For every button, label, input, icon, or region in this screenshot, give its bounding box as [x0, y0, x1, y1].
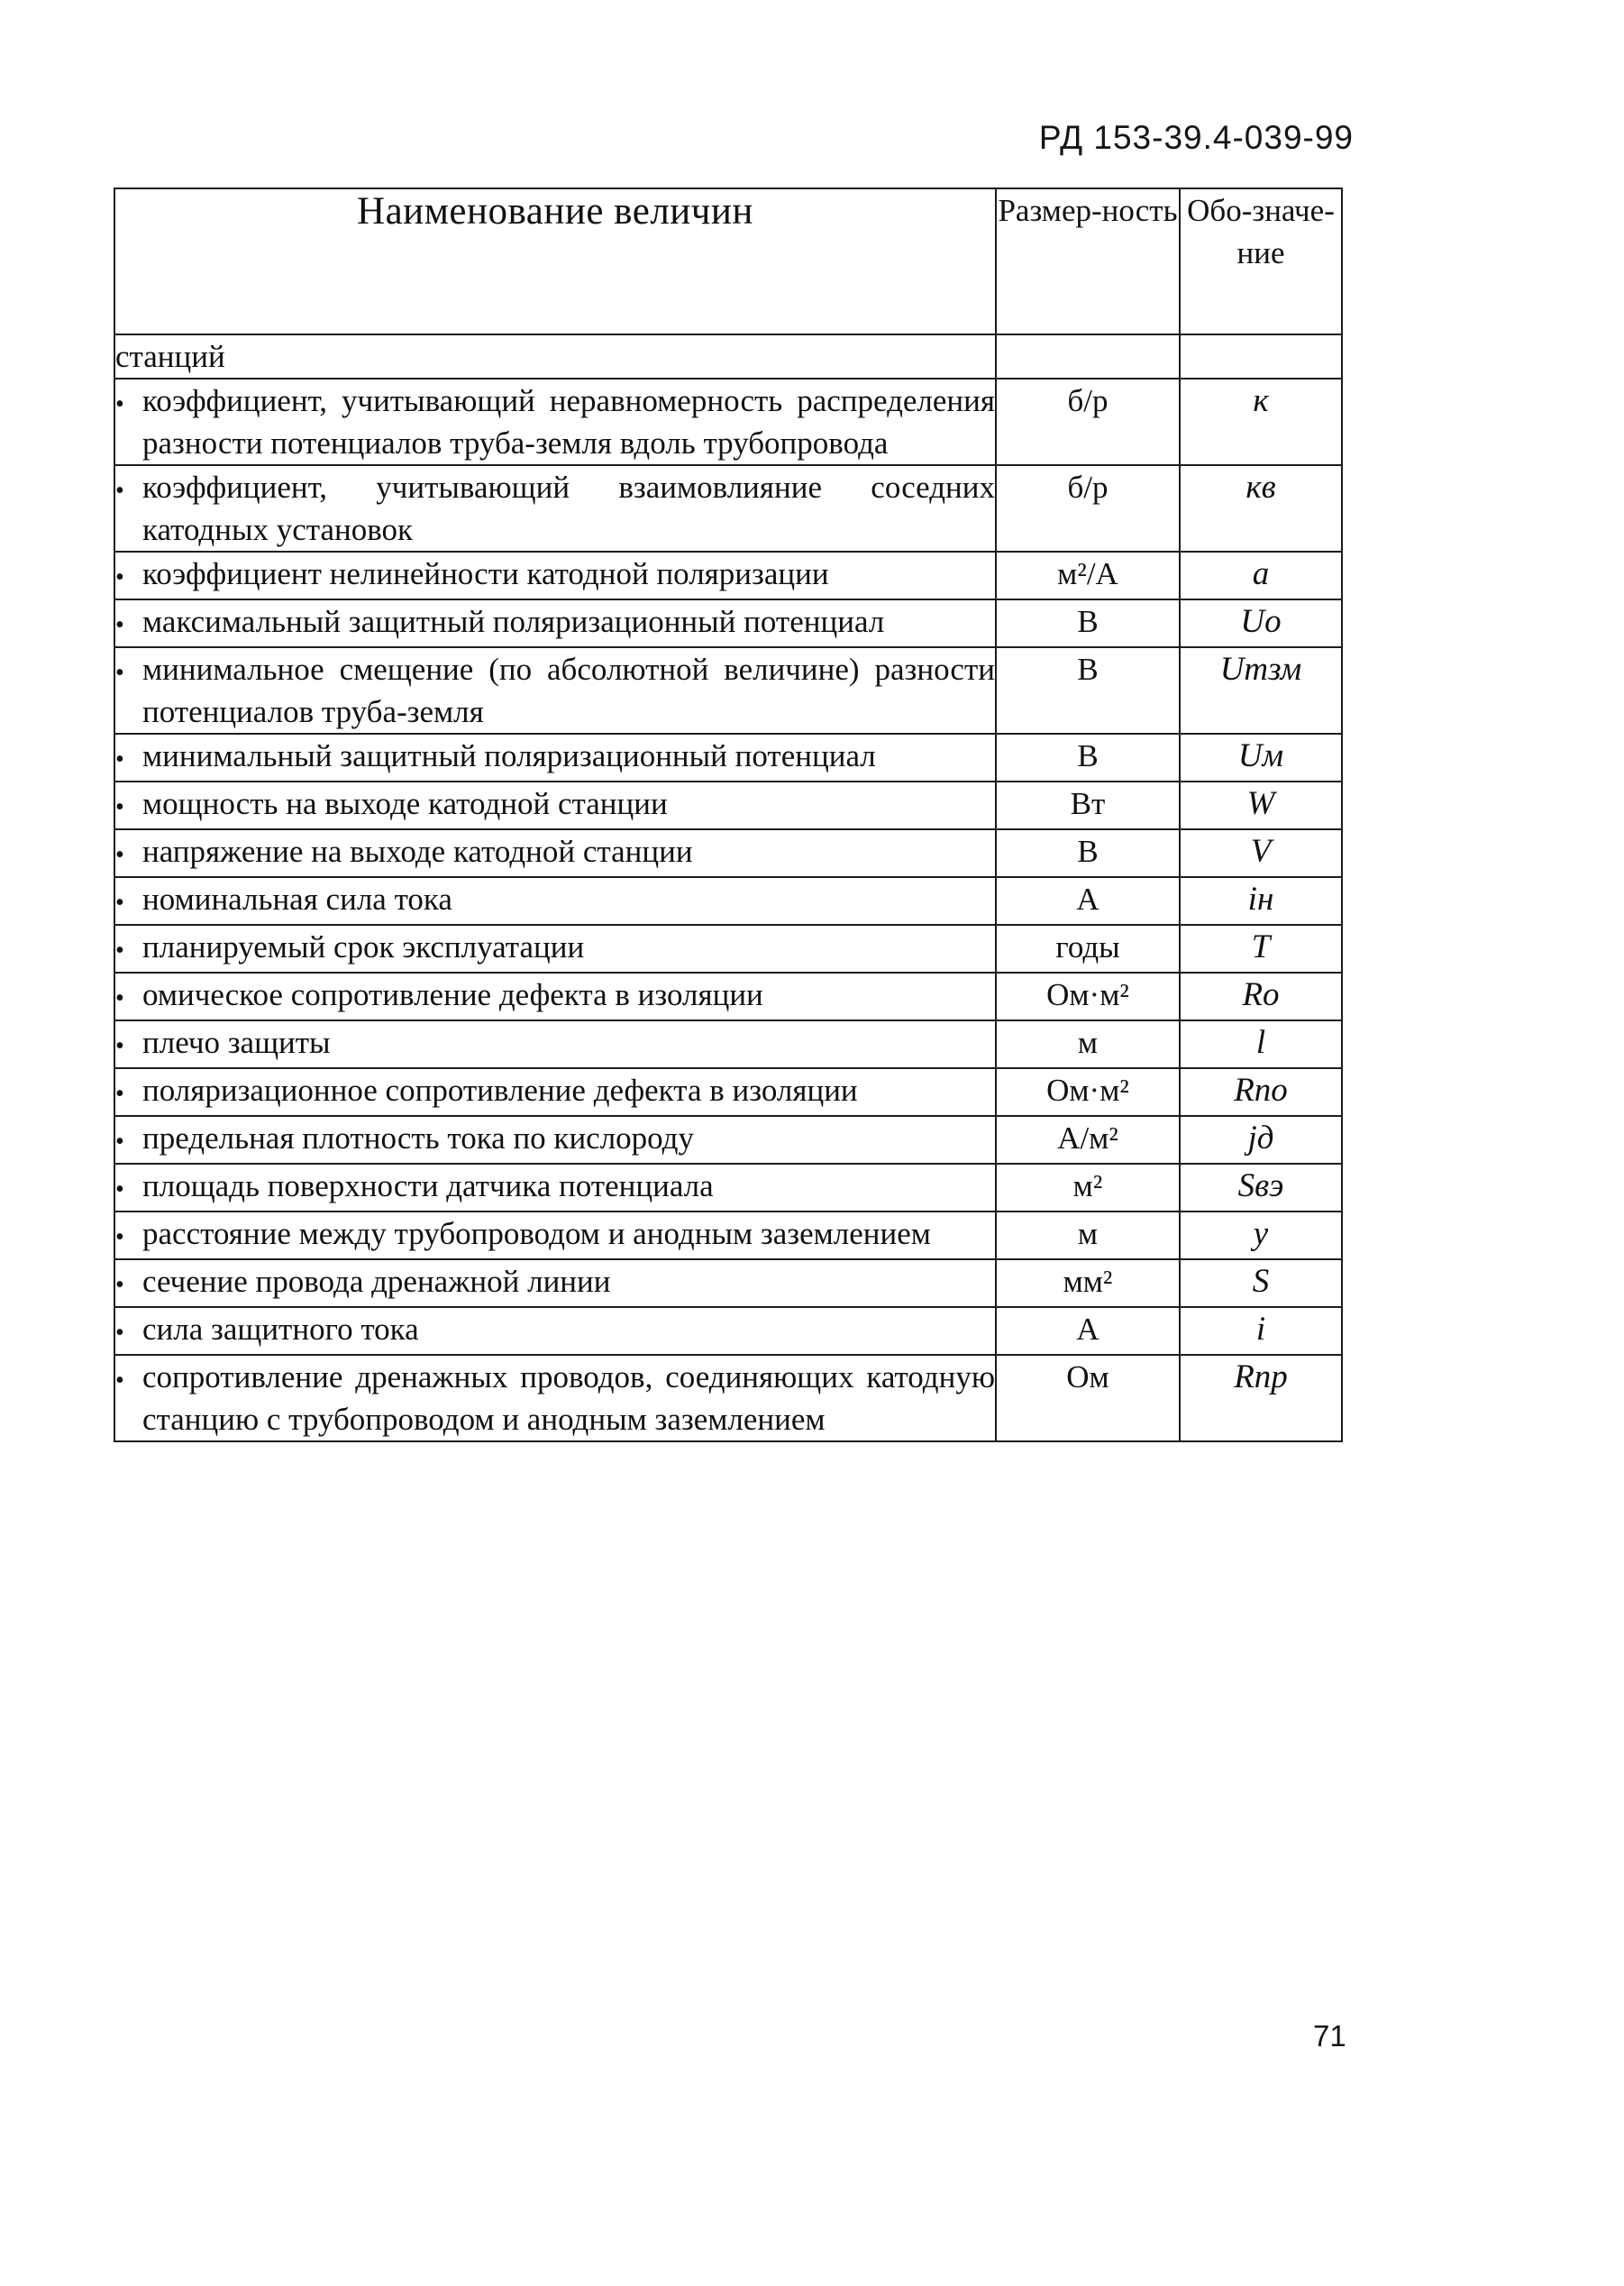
- quantity-unit: б/р: [996, 379, 1180, 465]
- quantity-unit: В: [996, 599, 1180, 647]
- quantity-symbol: Uо: [1180, 599, 1342, 647]
- bullet-icon: •: [115, 611, 124, 639]
- quantity-unit: годы: [996, 925, 1180, 973]
- quantity-symbol: W: [1180, 782, 1342, 829]
- quantity-unit: А: [996, 877, 1180, 925]
- table-row: [114, 1020, 1342, 1068]
- quantity-name-cell: [114, 1355, 996, 1441]
- quantity-symbol: l: [1180, 1020, 1342, 1068]
- quantity-unit: А/м²: [996, 1116, 1180, 1164]
- quantity-unit: Ом: [996, 1355, 1180, 1441]
- quantity-name-cell: [114, 782, 996, 829]
- quantity-symbol: Rо: [1180, 973, 1342, 1020]
- unit-header-text: Размер-ность: [998, 193, 1178, 228]
- column-header-unit: [996, 188, 1180, 334]
- quantity-unit: Вт: [996, 782, 1180, 829]
- bullet-icon: •: [115, 1271, 124, 1299]
- quantity-name: минимальный защитный поляризационный потенциал: [142, 738, 876, 773]
- document-code: РД 153-39.4-039-99: [1038, 119, 1354, 156]
- quantity-name-cell: [114, 734, 996, 782]
- quantity-name: коэффициент нелинейности катодной поляризации: [142, 556, 829, 591]
- column-header-name: Наименование величин: [114, 188, 996, 334]
- quantity-name-cell: [114, 552, 996, 599]
- column-header-symbol: [1180, 188, 1342, 334]
- table-row: [114, 552, 1342, 599]
- continuation-unit: [996, 334, 1180, 379]
- quantity-name-cell: [114, 1020, 996, 1068]
- quantity-name: коэффициент, учитывающий неравномерность распределения разности потенциалов труба-земля вдоль трубопровода: [142, 383, 995, 461]
- quantity-name-cell: [114, 1164, 996, 1212]
- quantity-name: максимальный защитный поляризационный потенциал: [142, 604, 885, 639]
- quantity-name-cell: [114, 877, 996, 925]
- bullet-icon: •: [115, 1128, 124, 1156]
- quantity-name-cell: [114, 647, 996, 734]
- continuation-text: станций: [114, 334, 996, 379]
- page-number: 71: [1313, 2019, 1346, 2053]
- bullet-icon: •: [115, 793, 124, 821]
- quantity-name-cell: [114, 379, 996, 465]
- table-row: [114, 782, 1342, 829]
- quantity-symbol: к: [1180, 379, 1342, 465]
- bullet-icon: •: [115, 477, 124, 505]
- table-row: [114, 1259, 1342, 1307]
- bullet-icon: •: [115, 1223, 124, 1251]
- quantity-name-cell: [114, 829, 996, 877]
- quantity-unit: А: [996, 1307, 1180, 1355]
- quantity-name-cell: [114, 1068, 996, 1116]
- quantity-name-cell: [114, 465, 996, 552]
- bullet-icon: •: [115, 745, 124, 773]
- quantity-symbol: Umзм: [1180, 647, 1342, 734]
- symbol-header-text: Обо-значе-ние: [1187, 193, 1335, 270]
- quantity-name: напряжение на выходе катодной станции: [142, 834, 693, 869]
- table-row: [114, 1212, 1342, 1259]
- bullet-icon: •: [115, 1175, 124, 1203]
- quantity-name-cell: [114, 1259, 996, 1307]
- quantity-name: предельная плотность тока по кислороду: [142, 1120, 694, 1156]
- quantity-name: сопротивление дренажных проводов, соединяющих катодную станцию с трубопроводом и анодным заземлением: [142, 1359, 995, 1437]
- quantity-name-cell: [114, 925, 996, 973]
- bullet-icon: •: [115, 1032, 124, 1060]
- quantity-name: поляризационное сопротивление дефекта в изоляции: [142, 1073, 858, 1108]
- quantity-name: площадь поверхности датчика потенциала: [142, 1168, 714, 1203]
- continuation-symbol: [1180, 334, 1342, 379]
- table-row: [114, 1307, 1342, 1355]
- table-header-row: [114, 188, 1342, 334]
- quantity-name: плечо защиты: [142, 1025, 331, 1060]
- bullet-icon: •: [115, 841, 124, 869]
- quantity-symbol: кв: [1180, 465, 1342, 552]
- quantity-name: коэффициент, учитывающий взаимовлияние соседних катодных установок: [142, 470, 995, 547]
- quantity-name: номинальная сила тока: [142, 882, 452, 917]
- quantity-symbol: V: [1180, 829, 1342, 877]
- quantity-symbol: T: [1180, 925, 1342, 973]
- quantity-symbol: Uм: [1180, 734, 1342, 782]
- quantity-unit: мм²: [996, 1259, 1180, 1307]
- quantity-symbol: Rпо: [1180, 1068, 1342, 1116]
- continuation-row: [114, 334, 1342, 379]
- quantity-unit: Ом·м²: [996, 1068, 1180, 1116]
- quantity-unit: м: [996, 1020, 1180, 1068]
- quantity-name-cell: [114, 1212, 996, 1259]
- quantity-symbol: iн: [1180, 877, 1342, 925]
- table-row: [114, 379, 1342, 465]
- bullet-icon: •: [115, 1367, 124, 1394]
- table-row: [114, 1116, 1342, 1164]
- quantities-table: [114, 187, 1343, 1442]
- quantity-unit: Ом·м²: [996, 973, 1180, 1020]
- quantity-unit: б/р: [996, 465, 1180, 552]
- quantity-name-cell: [114, 1116, 996, 1164]
- table-row: [114, 1068, 1342, 1116]
- table-row: [114, 734, 1342, 782]
- bullet-icon: •: [115, 984, 124, 1012]
- quantity-unit: м: [996, 1212, 1180, 1259]
- table-row: [114, 829, 1342, 877]
- table-row: [114, 647, 1342, 734]
- quantity-name-cell: [114, 1307, 996, 1355]
- quantity-name: мощность на выходе катодной станции: [142, 786, 668, 821]
- quantity-name: омическое сопротивление дефекта в изоляции: [142, 977, 763, 1012]
- quantity-name: сила защитного тока: [142, 1312, 419, 1347]
- quantity-symbol: S: [1180, 1259, 1342, 1307]
- quantity-symbol: Rпр: [1180, 1355, 1342, 1441]
- table-row: [114, 599, 1342, 647]
- quantity-name: сечение провода дренажной линии: [142, 1264, 611, 1299]
- table-row: [114, 1355, 1342, 1441]
- bullet-icon: •: [115, 1319, 124, 1347]
- quantity-name-cell: [114, 973, 996, 1020]
- table-row: [114, 925, 1342, 973]
- quantity-name-cell: [114, 599, 996, 647]
- bullet-icon: •: [115, 889, 124, 917]
- quantity-name: расстояние между трубопроводом и анодным заземлением: [142, 1216, 931, 1251]
- quantity-symbol: y: [1180, 1212, 1342, 1259]
- quantity-symbol: Sвэ: [1180, 1164, 1342, 1212]
- table-row: [114, 1164, 1342, 1212]
- quantity-symbol: jд: [1180, 1116, 1342, 1164]
- bullet-icon: •: [115, 937, 124, 965]
- quantity-symbol: a: [1180, 552, 1342, 599]
- quantity-unit: м²: [996, 1164, 1180, 1212]
- bullet-icon: •: [115, 390, 124, 418]
- quantity-unit: В: [996, 829, 1180, 877]
- table-row: [114, 465, 1342, 552]
- bullet-icon: •: [115, 563, 124, 591]
- bullet-icon: •: [115, 659, 124, 687]
- quantity-name: минимальное смещение (по абсолютной величине) разности потенциалов труба-земля: [142, 652, 995, 729]
- quantity-name: планируемый срок эксплуатации: [142, 929, 585, 965]
- quantity-symbol: i: [1180, 1307, 1342, 1355]
- quantity-unit: В: [996, 734, 1180, 782]
- table-row: [114, 973, 1342, 1020]
- bullet-icon: •: [115, 1080, 124, 1108]
- quantity-unit: В: [996, 647, 1180, 734]
- table-row: [114, 877, 1342, 925]
- quantity-unit: м²/А: [996, 552, 1180, 599]
